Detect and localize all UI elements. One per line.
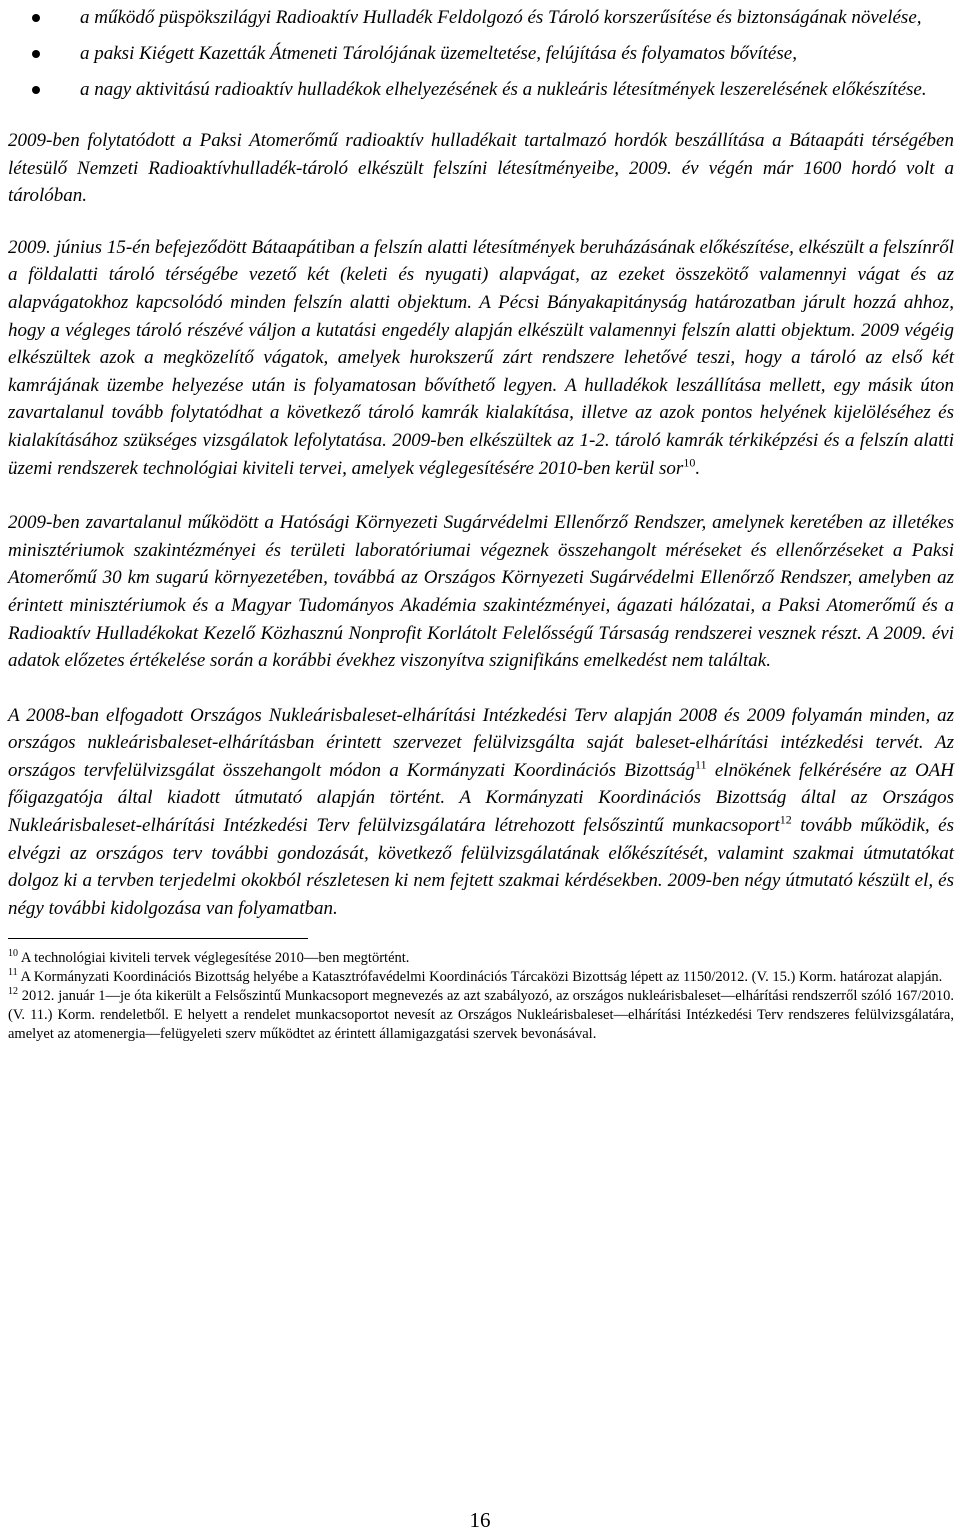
bullet-item: a működő püspökszilágyi Radioaktív Hulladék Feldolgozó és Tároló korszerűsítése és biztonságának növelése, — [8, 0, 954, 36]
bullet-item: a nagy aktivitású radioaktív hulladékok elhelyezésének és a nukleáris létesítmények leszerelésének előkészítése. — [8, 72, 954, 108]
footnote-separator — [8, 938, 308, 939]
paragraph-radioactive-waste-transport: 2009-ben folytatódott a Paksi Atomerőmű radioaktív hulladékait tartalmazó hordók beszállítása a Bátaapáti térségében létesülő Nemzeti Radioaktívhulladék-tároló elkészült felszíni létesítményeibe, 2009. év végén már 1600 hordó volt a tárolóban. — [8, 130, 954, 207]
footnote-10: $^{10}$ A technológiai kiviteli tervek véglegesítése 2010—ben megtörtént. — [8, 948, 410, 967]
bullet-item: a paksi Kiégett Kazetták Átmeneti Tárolójának üzemeltetése, felújítása és folyamatos bővítése, — [8, 36, 954, 72]
footnote-12: $^{12}$ 2012. január 1—je óta kikerült a Felsőszintű Munkacsoport megnevezés az azt szabályozó, az országos nukleárisbaleset—elhárítási rendszerről szóló 167/2010. (V. 11.) Korm. rendeletből. E helyett a rendelet munkacsoportot nevesít az Országos Nukleárisbaleset—elhárítási Intézkedési Terv rendszeres felülvizsgálatára, amelyet az atomenergia—felügyeleti szerv működtet az érintett államigazgatási szervek bevonásával. — [8, 986, 954, 1043]
paragraph-nuclear-emergency-plan: A 2008-ban elfogadott Országos Nukleárisbaleset-elhárítási Intézkedési Terv alapján 2008 és 2009 folyamán minden, az országos nukleárisbaleset-elhárításban érintett szervezet felülvizsgálta saját baleset-elhárítási intézkedési tervét. Az országos tervfelülvizsgálat összehangolt módon a Kormányzati Koordinációs Bizottság$^{11}$ elnökének felkérésére az OAH főigazgatója által kiadott útmutató alapján történt. A Kormányzati Koordinációs Bizottság által az Országos Nukleárisbaleset-elhárítási Intézkedési Terv felülvizsgálatára létrehozott felsőszintű munkacsoport$^{12}$ tovább működik, és elvégzi az országos terv további gondozását, következő felülvizsgálatának előkészítését, valamint szakmai útmutatókat dolgoz ki a tervben terjedelmi okokból részletesen ki nem fejtett szakmai kérdésekben. 2009-ben négy útmutató készült el, és négy további kidolgozása van folyamatban. — [8, 704, 954, 919]
footnotes — [8, 949, 954, 1044]
bullet-dot-icon — [32, 50, 40, 58]
bullet-dot-icon — [32, 86, 40, 94]
page-number: 16 — [469, 1508, 491, 1532]
paragraph-bataapati-underground: 2009. június 15-én befejeződött Bátaapátiban a felszín alatti létesítmények beruházásának előkészítése, elkészült a felszínről a földalatti tároló térségébe vezető két (keleti és nyugati) alapvágat, az ezeket összekötő valamennyi vágat és az alapvágatokhoz kapcsolódó minden felszín alatti objektum. A Pécsi Bányakapitányság határozatban járult hozzá ahhoz, hogy a végleges tároló részévé váljon a kutatási engedély alapján elkészült valamennyi felszín alatti objektum. 2009 végéig elkészültek azok a megközelítő vágatok, amelyek hurokszerű zárt rendszere lehetővé teszi, hogy a tároló az első két kamrájának üzembe helyezése után is folyamatosan bővíthető legyen. A hulladékok leszállítása mellett, egy másik úton zavartalanul tovább folytatódhat a következő tároló kamrák kialakítása, illetve az azok pontos helyének kijelöléséhez és kialakításához szükséges vizsgálatok lefolytatása. 2009-ben elkészültek az 1-2. tároló kamrák térkiképzési és a felszín alatti üzemi rendszerek technológiai kiviteli tervei, amelyek véglegesítésére 2010-ben kerül sor$^{10}$. — [8, 236, 954, 479]
footnote-ref-11: 11 — [695, 757, 707, 772]
document-page — [8, 0, 954, 1044]
footnote-11: $^{11}$ A Kormányzati Koordinációs Bizottság helyébe a Katasztrófavédelmi Koordinációs Tárcaközi Bizottság lépett az 1150/2012. (V. 15.) Korm. határozat alapján. — [8, 967, 943, 986]
bullet-dot-icon — [32, 14, 40, 22]
bullet-list — [8, 0, 954, 108]
footnote-ref-10: 10 — [683, 455, 696, 470]
footnote-ref-12: 12 — [779, 812, 792, 827]
paragraph-radiation-monitoring: 2009-ben zavartalanul működött a Hatósági Környezeti Sugárvédelmi Ellenőrző Rendszer, amelynek keretében az illetékes minisztériumok szakintézményei és területi laboratóriumai végeznek összehangolt méréseket és ellenőrzéseket a Paksi Atomerőmű 30 km sugarú környezetében, továbbá az Országos Környezeti Sugárvédelmi Ellenőrző Rendszer, amelyben az érintett minisztériumok és a Magyar Tudományos Akadémia szakintézményei, ágazati hálózatai, a Paksi Atomerőmű és a Radioaktív Hulladékokat Kezelő Közhasznú Nonprofit Korlátolt Felelősségű Társaság rendszerei vesznek részt. A 2009. évi adatok előzetes értékelése során a korábbi évekhez viszonyítva szignifikáns emelkedést nem találtak. — [8, 512, 954, 672]
